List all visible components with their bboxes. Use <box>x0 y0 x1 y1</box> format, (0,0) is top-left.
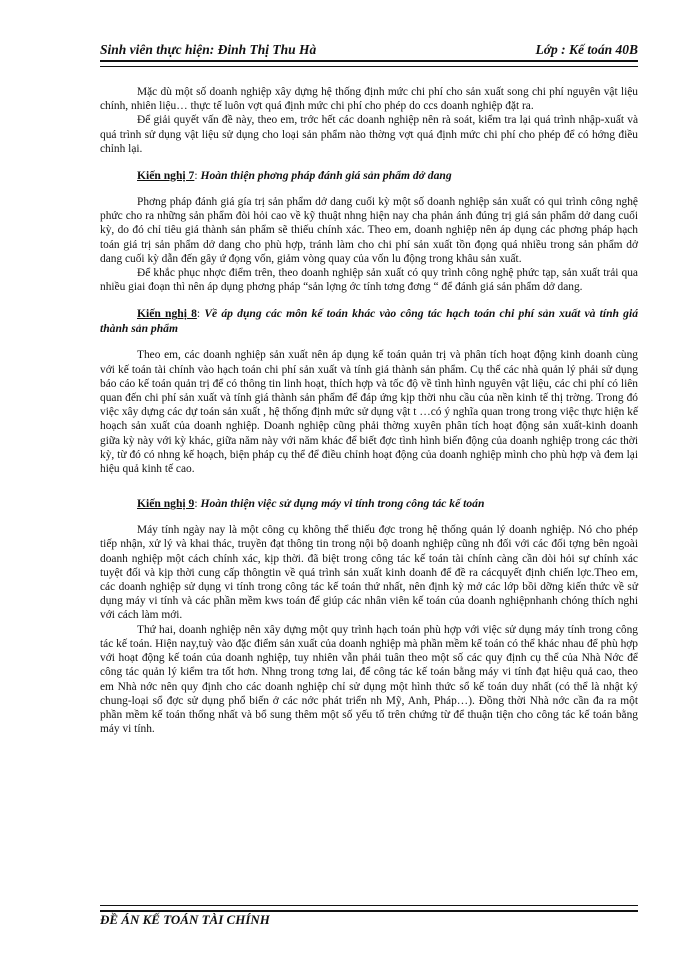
intro-section <box>100 85 638 156</box>
page-footer: ĐỀ ÁN KẾ TOÁN TÀI CHÍNH <box>100 912 270 925</box>
section-title: Hoàn thiện việc sử dụng máy vi tính trong công tác kế toán <box>200 497 485 511</box>
section-heading: Kiến nghị 9: Hoàn thiện việc sử dụng máy vi tính trong công tác kế toán <box>137 497 485 511</box>
section-label: Kiến nghị 8 <box>137 307 197 321</box>
section-kien-nghi-7 <box>100 168 638 294</box>
document-body <box>100 85 638 736</box>
paragraph: Phơng pháp đánh giá gía trị sản phẩm dở dang cuối kỳ một số doanh nghiệp sản xuất có qui trình công nghệ phức cho ra những sản phẩm đòi hỏi cao về kỹ thuật nhng hiện nay cha phản ánh đúng trị giá sản phẩm dở dang cuối kỳ, do đó chỉ tiêu giá thành sản phẩm sẽ thiếu chính xác. Theo em, doanh nghiệp nên áp dụng các phơng pháp hạch toán giá trị sản phẩm dở dang cho phù hợp, tránh làm cho chi phí sản xuất tồn đọng quá nhiều trong sản phẩm dở dang cuối kỳ dẫn đến gây ứ đọng vốn, giảm vòng quay của vốn lu động trong khâu sản xuất. <box>100 196 638 265</box>
paragraph: Để giải quyết vấn đề này, theo em, trớc hết các doanh nghiệp nên rà soát, kiểm tra lại quá trình nhập-xuất và quá trình sử dụng vật liệu sử dụng cho loại sản phẩm nào thờng vợt quá định mức chi phí cho phép để có hớng điều chỉnh lại. <box>100 114 638 155</box>
section-label: Kiến nghị 9 <box>137 497 195 511</box>
footer-rule <box>100 905 638 912</box>
header-class: Lớp : Kế toán 40B <box>535 42 638 57</box>
section-kien-nghi-8 <box>100 306 638 476</box>
section-label: Kiến nghị 7 <box>137 169 195 183</box>
paragraph: Để khắc phục nhợc điểm trên, theo doanh nghiệp sản xuất có quy trình công nghệ phức tạp, sản xuất trải qua nhiều giai đoạn thì nên áp dụng phơng pháp “sản lợng ớc tính tơng đơng “ để đánh giá sản phẩm dở dang. <box>100 267 638 294</box>
section-heading: Kiến nghị 8: Về áp dụng các môn kế toán khác vào công tác hạch toán chi phí sản xuất và tính giá thành sản phẩm <box>100 307 638 336</box>
paragraph: Thứ hai, doanh nghiệp nên xây dựng một quy trình hạch toán phù hợp với việc sử dụng máy tính trong công tác kế toán. Hiện nay,tuỳ vào đặc điểm sản xuất của doanh nghiệp mà phần mềm kế toán có thể khác nhau để phù hợp với hoạt động kế toán của doanh nghiệp, tuy nhiên vẫn phải tuân theo một số các quy định cụ thể của Nhà Nớc để công tác quản lý kiểm tra tốt hơn. Nhng trong tơng lai, để công tác kế toán bằng máy vi tính đạt hiệu quả cao, theo em Nhà nớc nên quy định cho các doanh nghiệp chỉ sử dụng một hình thức sổ kế toán duy nhất (có thể là nhật ký chung-loại sổ đợc sử dụng phổ biến ở các nớc phát triển nh Mỹ, Anh, Pháp…). Đồng thời Nhà nớc cần đa ra một phần mềm kế toán thống nhất và bổ sung thêm một số yếu tố trên chứng từ để thuận tiện cho công tác kế toán bằng máy vi tính. <box>100 623 638 736</box>
paragraph: Mặc dù một số doanh nghiệp xây dựng hệ thống định mức chi phí cho sản xuất song chi phí nguyên vật liệu chính, nhiên liệu… thực tế luôn vợt quá định mức chi phí cho phép do ccs doanh nghiệp đặt ra. <box>100 86 638 113</box>
page-header <box>100 36 638 58</box>
section-title: Về áp dụng các môn kế toán khác vào công tác hạch toán chi phí sản xuất và tính giá thành sản phẩm <box>100 307 638 336</box>
header-rule <box>100 60 638 67</box>
section-kien-nghi-9 <box>100 496 638 736</box>
header-author: Sinh viên thực hiện: Đinh Thị Thu Hà <box>100 42 317 57</box>
paragraph: Máy tính ngày nay là một công cụ không thể thiếu đợc trong hệ thống quản lý doanh nghiệp. Nó cho phép tiếp nhận, xử lý và khai thác, truyền đạt thông tin trong nội bộ doanh nghiệp cũng nh đối với các đối tợng bên ngoài doanh nghiệp một cách chính xác, kịp thời. đã biệt trong công tác kế toán tài chính càng cần dòi hỏi sự chính xác tuyệt đối và kịp thời cung cấp thôngtin về quá trình sản xuất kinh doanh để đề ra cácquyết định chiến lợc.Theo em, các doanh nghiệp sử dụng vi tính trong công tác kế toán thứ nhất, nên định kỳ mở các lớp bồi dỡng kiến thức về sử dụng máy vi tính và các phần mềm kws toán để giúp các nhân viên kế toán của doanh nghiệpnhanh chóng thích nghi với cách làm mới. <box>100 524 638 622</box>
section-title: Hoàn thiện phơng pháp đánh giá sản phẩm dở dang <box>200 169 452 183</box>
paragraph: Theo em, các doanh nghiệp sản xuất nên áp dụng kế toán quản trị và phân tích hoạt động kinh doanh cùng với kế toán tài chính vào hạch toán chi phí sản xuất và tính giá thành sản phẩm. Cụ thể các nhà quản lý phải sử dụng báo cáo kế toán quản trị để có thông tin linh hoạt, thích hợp và tốc độ về tình hình nguyên vật liệu, các chi phí có liên quan đến chi phí sản xuất và tính giá thành sản phẩm để đáp ứng kịp thời nhu cầu của nền kinh tế thị trờng. Trong đó việc xây dựng các dự toán sản xuất , hệ thống định mức sử dụng vật t …có ý nghĩa quan trong trong việc thực hiện kế hoạch sản xuất của doanh nghiệp. Doanh nghiệp cũng phải thờng xuyên phân tích hoạt động sản xuất-kinh doanh giữa kỳ này với kỳ khác, giữa năm này với năm khác để biết đợc tình hình biến động của doanh nghiệp trong các thời kỳ, từ đó có nhng kế hoạch, biện pháp cụ thể để điều chỉnh hoạt động của doanh nghiệp mình cho phù hợp và đem lại hiệu quả kinh tế cao. <box>100 349 638 476</box>
section-heading: Kiến nghị 7: Hoàn thiện phơng pháp đánh giá sản phẩm dở dang <box>137 169 452 183</box>
